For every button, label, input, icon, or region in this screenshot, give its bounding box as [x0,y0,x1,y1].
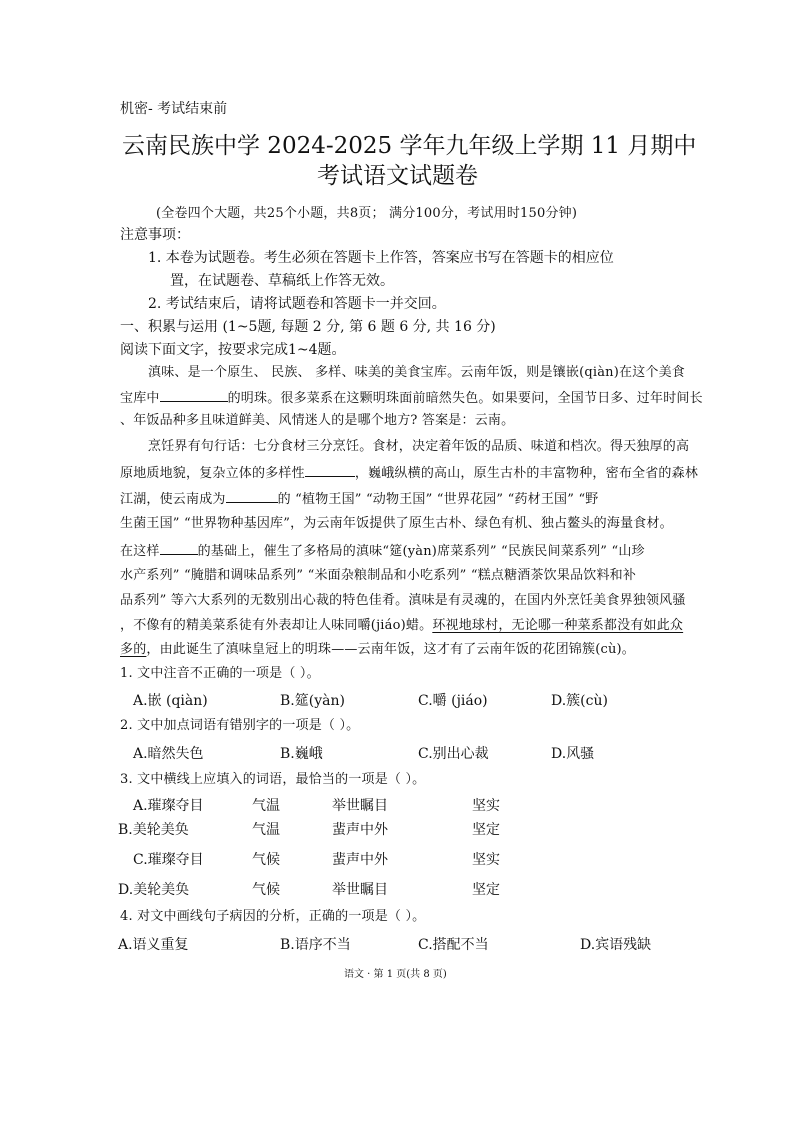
section-heading: 一、积累与运用 (1~5题, 每题 2 分, 第 6 题 6 分, 共 16 分) [120,319,496,335]
option-cell: 气候 [252,882,280,898]
option-cell: 蜚声中外 [332,822,388,838]
question-option: A.嵌 (qiàn) [133,693,208,709]
option-cell: 蜚声中外 [332,852,388,868]
option-cell: B.美轮美奂 [118,822,189,838]
option-cell: 坚定 [472,882,500,898]
fill-blank-4 [160,541,198,555]
option-cell: 气温 [252,822,280,838]
passage-text: 的基础上，催生了多格局的滇味“筵(yàn)席菜系列” “民族民间菜系列” “山珍 [197,544,645,559]
question-option: C.搭配不当 [418,937,489,953]
option-cell: 坚实 [472,852,500,868]
passage-line: 、年饭品种多且味道鲜美、风情迷人的是哪个地方? 答案是：云南。 [120,413,515,428]
question-stem: 4. 对文中画线句子病因的分析，正确的一项是（ ）。 [120,909,426,924]
passage-text: 在这样 [120,544,160,559]
notes-heading: 注意事项： [120,227,190,243]
note-item-1: 1. 本卷为试题卷。考生必须在答题卡上作答，答案应书写在答题卡的相应位 [148,250,614,266]
passage-text: 江湖，使云南成为 [120,492,226,507]
passage-line [120,388,703,407]
question-option: B.语序不当 [280,937,351,953]
question-option: C.嚼 (jiáo) [418,693,488,709]
option-cell: 坚实 [472,798,500,814]
option-cell: C.璀璨夺目 [133,852,204,868]
passage-line: 水产系列” “腌腊和调味品系列” “米面杂粮制品和小吃系列” “糕点糖酒茶饮果品饮料和补 [120,568,637,583]
passage-text: ，不像有的精美菜系徒有外表却让人味同嚼(jiáo)蜡。 [120,618,433,633]
question-stem: 1. 文中注音不正确的一项是（ ）。 [120,666,320,681]
fill-blank-1 [160,388,228,402]
passage-text: 的明珠。很多菜系在这颗明珠面前暗然失色。如果要问，全国节日多、过年时间长 [227,391,703,406]
passage-line [120,617,683,634]
passage-line: 滇味、是一个原生、 民族、 多样、味美的美食宝库。云南年饭，则是镶嵌(qiàn)在这个美食 [148,365,686,380]
question-option: B.筵(yàn) [280,693,345,709]
question-option: D.簇(cù) [551,693,608,709]
underlined-sentence: 多的 [120,642,147,657]
passage-line [120,541,645,560]
passage-line: 生菌王国” “世界物种基因库”，为云南年饭提供了原生古朴、绿色有机、独占鳌头的海量食材。 [120,516,673,531]
option-cell: 气温 [252,798,280,814]
option-cell: 坚定 [472,822,500,838]
option-cell: 举世瞩目 [332,882,388,898]
note-item-2: 2. 考试结束后，请将试题卷和答题卡一并交回。 [148,296,446,312]
passage-text: 原地质地貌，复杂立体的多样性 [120,466,305,481]
question-option: A.暗然失色 [133,746,204,762]
section-instruction: 阅读下面文字，按要求完成1~4题。 [120,342,346,358]
note-item-1-cont: 置，在试题卷、草稿纸上作答无效。 [170,273,394,289]
question-option: D.风骚 [551,746,595,762]
option-cell: A.璀璨夺目 [133,798,204,814]
underlined-sentence: 环视地球村，无论哪一种菜系都没有如此众 [432,618,684,633]
question-option: A.语义重复 [118,937,189,953]
option-cell: D.美轮美奂 [118,882,190,898]
option-cell: 举世瞩目 [332,798,388,814]
passage-text: 的 “植物王国” “动物王国” “世界花园” “药材王国” “野 [277,492,599,507]
page-footer: 语文 · 第 1 页(共 8 页) [344,969,447,980]
passage-line [120,489,599,508]
passage-line [120,463,698,482]
question-option: B.巍峨 [280,746,323,762]
passage-text: 宝库中 [120,391,160,406]
passage-text: ，巍峨纵横的高山，原生古朴的丰富物种，密布全省的森林 [354,466,699,481]
fill-blank-2 [305,463,355,477]
question-option: C.别出心裁 [418,746,489,762]
question-stem: 3. 文中横线上应填入的词语，最恰当的一项是（ ）。 [120,772,426,787]
fill-blank-3 [226,489,278,503]
page-title-line2: 考试语文试题卷 [317,163,478,189]
passage-line [120,641,635,658]
passage-text: ，由此诞生了滇味皇冠上的明珠——云南年饭，这才有了云南年饭的花团锦簇(cù)。 [146,642,636,657]
passage-line: 烹饪界有句行话：七分食材三分烹饪。食材，决定着年饭的品质、味道和档次。得天独厚的高 [148,439,690,454]
confidential-label: 机密- 考试结束前 [120,101,228,117]
exam-info: (全卷四个大题，共25个小题，共8页； 满分100分，考试用时150分钟) [156,206,578,221]
question-option: D.宾语残缺 [580,937,652,953]
passage-line: 品系列” 等六大系列的无数别出心裁的特色佳肴。滇味是有灵魂的，在国内外烹饪美食界独领风骚 [120,593,686,608]
page-title-line1: 云南民族中学 2024-2025 学年九年级上学期 11 月期中 [122,133,697,159]
question-stem: 2. 文中加点词语有错别字的一项是（ ）。 [120,718,360,733]
option-cell: 气候 [252,852,280,868]
